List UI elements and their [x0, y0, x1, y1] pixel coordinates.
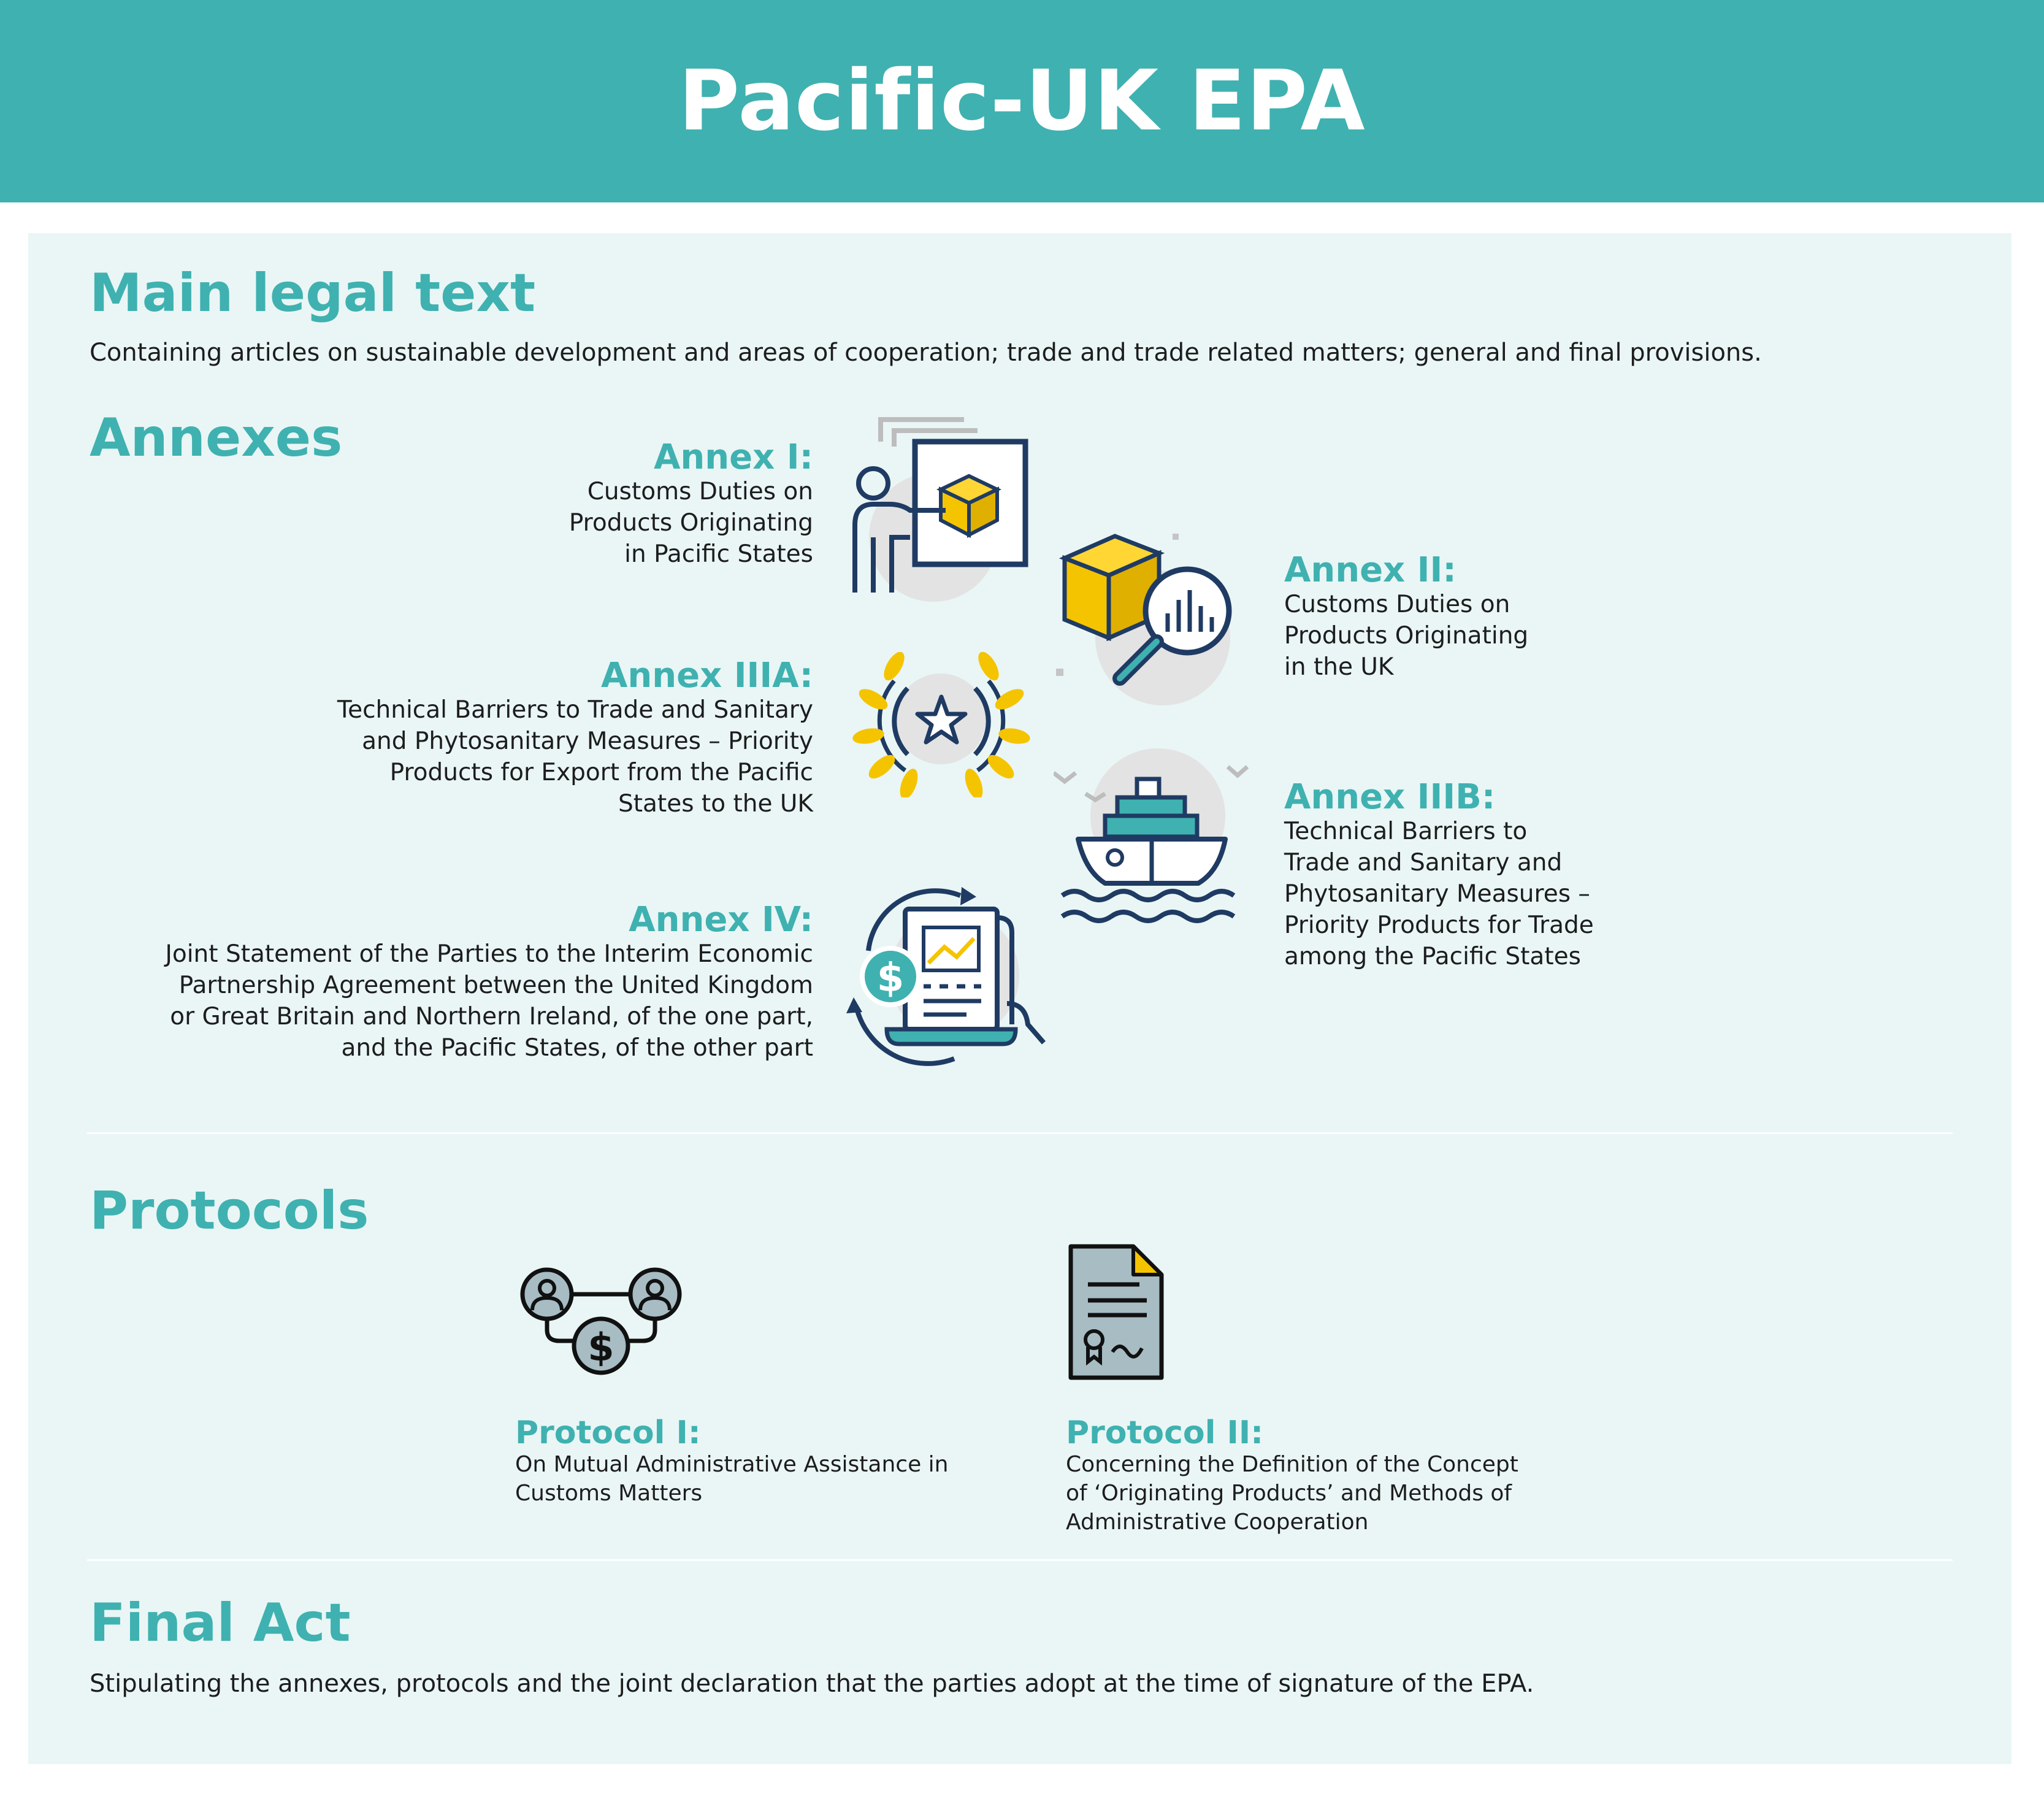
annex-iiib-line: Trade and Sanitary and	[1284, 849, 1563, 877]
protocol-i	[515, 1416, 981, 1508]
annex-iiia	[261, 658, 813, 819]
protocols-title: Protocols	[90, 1180, 369, 1241]
protocol-ii-line: Administrative Cooperation	[1066, 1510, 1369, 1535]
protocol-i-title: Protocol I:	[515, 1414, 701, 1451]
annex-iv-line: or Great Britain and Northern Ireland, of the one part,	[170, 1003, 813, 1030]
annex-iiia-title: Annex IIIA:	[601, 656, 813, 696]
annex-iiib-line: Technical Barriers to	[1284, 818, 1528, 845]
annex-i-line: Products Originating	[568, 509, 813, 537]
annex-iiib-line: Phytosanitary Measures –	[1284, 880, 1590, 908]
annex-i-line: in Pacific States	[624, 540, 813, 568]
people-money-network-icon	[513, 1262, 691, 1379]
main-legal-text-title: Main legal text	[90, 263, 536, 324]
final-act-title: Final Act	[90, 1592, 351, 1654]
annex-ii	[1284, 552, 1713, 683]
annex-ii-line: Customs Duties on	[1284, 591, 1510, 618]
protocol-ii-line: of ‘Originating Products’ and Methods of	[1066, 1481, 1512, 1506]
annex-ii-title: Annex II:	[1284, 550, 1456, 590]
page-title: Pacific-UK EPA	[678, 53, 1366, 150]
annex-iiib-line: among the Pacific States	[1284, 943, 1581, 970]
box-magnifier-chart-icon	[1046, 521, 1267, 712]
main-legal-text-description: Containing articles on sustainable development and areas of cooperation; trade and trade related matters; general and final provisions.	[90, 339, 1762, 367]
protocol-i-line: Customs Matters	[515, 1481, 703, 1506]
presenter-box-icon	[841, 415, 1062, 605]
annex-iv	[114, 902, 813, 1064]
final-act-description: Stipulating the annexes, protocols and the joint declaration that the parties adopt at the time of signature of the EPA.	[90, 1670, 1534, 1698]
annex-ii-line: Products Originating	[1284, 622, 1529, 650]
svg-text:$: $	[588, 1325, 614, 1370]
annex-ii-line: in the UK	[1284, 653, 1394, 681]
annex-i-title: Annex I:	[654, 437, 813, 477]
annex-i	[396, 439, 813, 570]
header-banner	[0, 0, 2044, 202]
annex-iiib-line: Priority Products for Trade	[1284, 911, 1594, 939]
annex-iiia-line: States to the UK	[618, 790, 813, 818]
certificate-document-icon	[1066, 1241, 1170, 1383]
annex-iiib-title: Annex IIIB:	[1284, 777, 1496, 817]
annex-i-line: Customs Duties on	[587, 478, 813, 505]
annex-iv-line: Joint Statement of the Parties to the Interim Economic	[165, 940, 813, 968]
annex-iv-line: and the Pacific States, of the other part	[341, 1034, 813, 1062]
protocol-ii-title: Protocol II:	[1066, 1414, 1264, 1451]
annex-iiia-line: and Phytosanitary Measures – Priority	[362, 727, 813, 755]
laurel-star-badge-icon	[844, 638, 1040, 797]
cargo-ship-icon	[1054, 748, 1274, 932]
protocol-ii	[1066, 1416, 1556, 1537]
annex-iiib	[1284, 779, 1750, 972]
protocol-i-line: On Mutual Administrative Assistance in	[515, 1452, 949, 1477]
report-money-cycle-icon	[832, 883, 1058, 1067]
svg-text:$: $	[876, 956, 905, 1001]
section-divider	[87, 1559, 1953, 1561]
protocol-ii-line: Concerning the Definition of the Concept	[1066, 1452, 1518, 1477]
annex-iiia-line: Products for Export from the Pacific	[389, 759, 813, 786]
content-panel	[28, 233, 2011, 1764]
annex-iv-line: Partnership Agreement between the United Kingdom	[178, 972, 813, 999]
annex-iv-title: Annex IV:	[629, 900, 813, 940]
section-divider	[87, 1132, 1953, 1134]
annexes-title: Annexes	[90, 407, 343, 469]
annex-iiia-line: Technical Barriers to Trade and Sanitary	[337, 696, 813, 724]
